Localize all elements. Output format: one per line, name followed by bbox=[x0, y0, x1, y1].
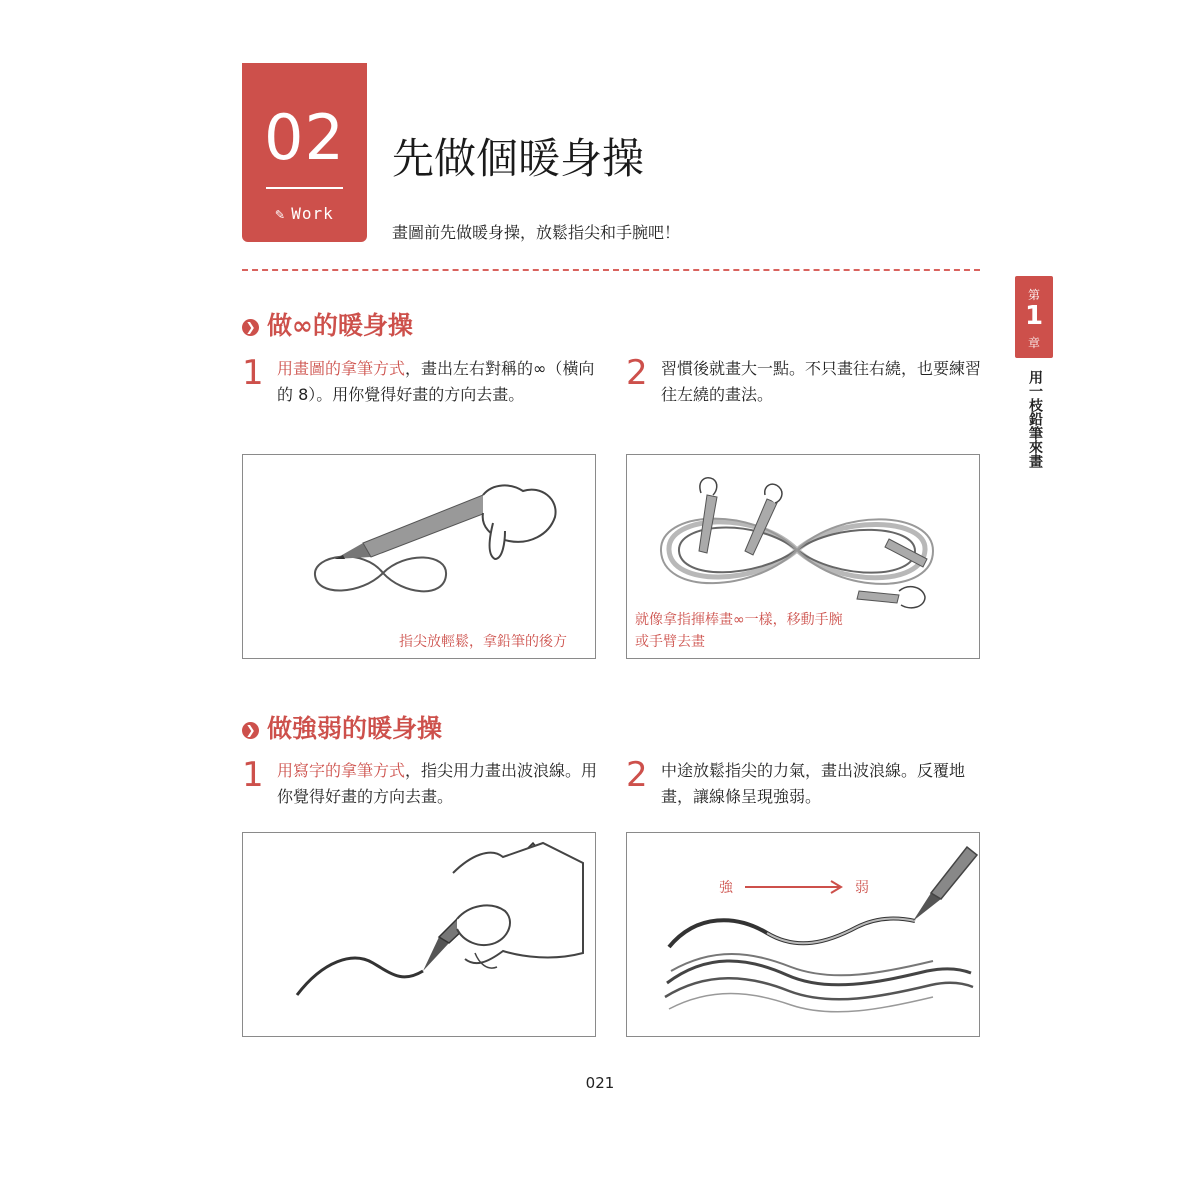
chapter-number: 1 bbox=[1024, 301, 1044, 331]
step-number: 2 bbox=[626, 755, 648, 795]
step-number: 2 bbox=[626, 353, 648, 393]
section-number-badge bbox=[242, 63, 367, 242]
section-heading-strength bbox=[242, 716, 442, 741]
badge-number: 02 bbox=[264, 101, 345, 174]
step-number: 1 bbox=[242, 353, 264, 393]
badge-divider bbox=[266, 187, 343, 189]
pencil-infinity-drawing bbox=[243, 455, 595, 658]
label-strong: 強 bbox=[719, 880, 733, 896]
label-weak: 弱 bbox=[855, 880, 869, 896]
pencil-icon: ✎ bbox=[275, 205, 286, 223]
section-heading-text: 做強弱的暖身操 bbox=[267, 714, 443, 743]
caption-line-2: 或手臂去畫 bbox=[635, 634, 705, 650]
chapter-suffix: 章 bbox=[1027, 336, 1040, 350]
step-body: ，畫出左右對稱的∞（橫向的 8）。用你覺得好畫的方向去畫。 bbox=[277, 359, 595, 404]
chapter-title: 用一枝鉛筆來畫 bbox=[1027, 370, 1043, 468]
step-text bbox=[277, 758, 599, 810]
section-heading-infinity bbox=[242, 313, 413, 338]
strength-wave-drawing bbox=[627, 833, 979, 1036]
badge-tag-label: Work bbox=[291, 204, 334, 223]
illustration-writing-grip bbox=[242, 832, 596, 1037]
page-subtitle: 畫圖前先做暖身操，放鬆指尖和手腕吧！ bbox=[392, 223, 681, 242]
step-number: 1 bbox=[242, 755, 264, 795]
illustration-large-infinity bbox=[626, 454, 980, 659]
page-title: 先做個暖身操 bbox=[392, 134, 645, 183]
badge-tag bbox=[242, 206, 367, 222]
caption-small-infinity: 指尖放輕鬆，拿鉛筆的後方 bbox=[399, 634, 567, 650]
dashed-divider bbox=[242, 269, 980, 271]
chapter-tab bbox=[1015, 276, 1053, 358]
step-body: ，指尖用力畫出波浪線。用你覺得好畫的方向去畫。 bbox=[277, 761, 598, 806]
step-text bbox=[277, 356, 599, 408]
step-highlight: 用寫字的拿筆方式 bbox=[277, 761, 406, 780]
illustration-small-infinity bbox=[242, 454, 596, 659]
chapter-prefix: 第 bbox=[1027, 288, 1040, 302]
step-body: 中途放鬆指尖的力氣，畫出波浪線。反覆地畫，讓線條呈現強弱。 bbox=[661, 761, 966, 806]
step-highlight: 用畫圖的拿筆方式 bbox=[277, 359, 406, 378]
caption-line-1: 就像拿指揮棒畫∞一樣，移動手腕 bbox=[635, 612, 843, 628]
caption-large-infinity bbox=[635, 609, 843, 653]
section-heading-text: 做∞的暖身操 bbox=[267, 311, 413, 340]
arrow-circle-icon: ❯ bbox=[242, 319, 259, 336]
arrow-circle-icon: ❯ bbox=[242, 722, 259, 739]
page-number: 021 bbox=[585, 1074, 615, 1092]
illustration-strength-waves bbox=[626, 832, 980, 1037]
step-body: 習慣後就畫大一點。不只畫往右繞，也要練習往左繞的畫法。 bbox=[661, 359, 982, 404]
writing-grip-wave-drawing bbox=[243, 833, 595, 1036]
